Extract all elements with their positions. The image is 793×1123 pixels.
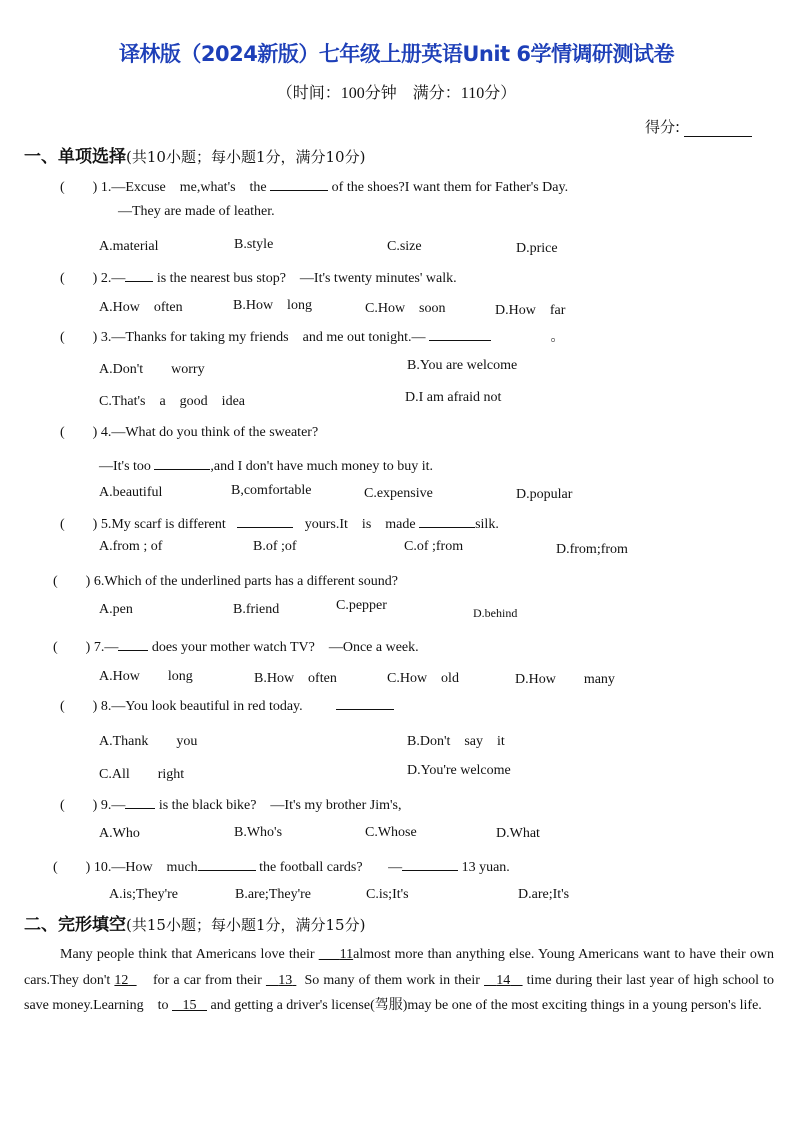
blank[interactable] <box>198 857 256 871</box>
option-3d[interactable]: D.I am afraid not <box>405 390 502 405</box>
score-field <box>645 116 752 137</box>
option-7d[interactable]: D.How many <box>515 672 615 687</box>
answer-paren-7[interactable]: ( ) <box>53 640 91 655</box>
score-blank[interactable] <box>684 121 752 137</box>
blank[interactable] <box>154 456 210 470</box>
cloze-passage: Many people think that Americans love their 11almost more than anything else. Young Americans want to have their own cars.They don't 12 for a car from their 13 So many of them work in their 14 time during their last year of high school to save money.Learning to 15 and getting a driver's license(驾服)may be one of the most exciting things in a young person's life. <box>24 947 775 1013</box>
option-6a[interactable]: A.pen <box>99 602 133 617</box>
question-10: ( ) 10.—How much the football cards? — 13 yuan. <box>53 856 510 876</box>
option-7a[interactable]: A.How long <box>99 669 193 684</box>
cloze-blank-12[interactable]: 12 <box>114 972 129 988</box>
answer-paren-4[interactable]: ( ) <box>60 425 98 440</box>
blank[interactable] <box>237 514 293 528</box>
blank[interactable] <box>336 696 394 710</box>
option-10b[interactable]: B.are;They're <box>235 887 311 902</box>
exam-subtitle: （时间：100分钟 满分：110分） <box>276 85 517 102</box>
option-10a[interactable]: A.is;They're <box>109 887 179 902</box>
option-10c[interactable]: C.is;It's <box>366 887 409 902</box>
blank[interactable] <box>429 327 491 341</box>
answer-paren-1[interactable]: ( ) <box>60 180 98 195</box>
option-4c[interactable]: C.expensive <box>364 486 433 501</box>
option-5d[interactable]: D.from;from <box>556 542 628 557</box>
option-2c[interactable]: C.How soon <box>365 301 446 316</box>
question-5: ( ) 5.My scarf is different yours.It is made silk. <box>60 513 499 533</box>
option-3a[interactable]: A.Don't worry <box>99 362 205 377</box>
cloze-blank-15[interactable]: 15 <box>182 998 197 1013</box>
cloze-blank-13[interactable]: 13 <box>278 972 293 988</box>
option-5b[interactable]: B.of ;of <box>253 539 297 554</box>
question-3: ( ) 3.—Thanks for taking my friends and me out tonight.— 。 <box>60 326 565 346</box>
question-8: ( ) 8.—You look beautiful in red today. <box>60 695 394 715</box>
option-9d[interactable]: D.What <box>496 826 540 841</box>
option-8c[interactable]: C.All right <box>99 767 185 782</box>
question-2: ( ) 2.— is the nearest bus stop? —It's twenty minutes' walk. <box>60 267 457 287</box>
option-1a[interactable]: A.material <box>99 239 159 254</box>
blank[interactable] <box>419 514 475 528</box>
option-4b[interactable]: B,comfortable <box>231 483 312 498</box>
option-4d[interactable]: D.popular <box>516 487 573 502</box>
blank[interactable] <box>125 795 155 809</box>
option-8b[interactable]: B.Don't say it <box>407 734 505 749</box>
answer-paren-8[interactable]: ( ) <box>60 699 98 714</box>
answer-paren-3[interactable]: ( ) <box>60 330 98 345</box>
question-6: ( ) 6.Which of the underlined parts has a different sound? <box>53 574 398 589</box>
answer-paren-6[interactable]: ( ) <box>53 574 91 589</box>
section1-note: (共10小题；每小题1分，满分10分) <box>126 148 366 166</box>
option-3c[interactable]: C.That's a good idea <box>99 394 245 409</box>
option-1d[interactable]: D.price <box>516 241 558 256</box>
option-3b[interactable]: B.You are welcome <box>407 358 518 373</box>
option-2a[interactable]: A.How often <box>99 300 183 315</box>
answer-paren-9[interactable]: ( ) <box>60 798 98 813</box>
section2-heading: 二、完形填空(共15小题；每小题1分，满分15分) <box>24 915 366 935</box>
option-6c[interactable]: C.pepper <box>336 598 387 613</box>
option-2d[interactable]: D.How far <box>495 303 566 318</box>
blank[interactable] <box>125 268 153 282</box>
question-7: ( ) 7.— does your mother watch TV? —Once a week. <box>53 636 419 656</box>
option-8a[interactable]: A.Thank you <box>99 734 198 749</box>
option-10d[interactable]: D.are;It's <box>518 887 570 902</box>
option-2b[interactable]: B.How long <box>233 298 312 313</box>
option-9b[interactable]: B.Who's <box>234 825 283 840</box>
option-9a[interactable]: A.Who <box>99 826 140 841</box>
reply-4: —It's too ,and I don't have much money to buy it. <box>99 456 433 475</box>
blank[interactable] <box>118 637 148 651</box>
question-4: ( ) 4.—What do you think of the sweater? <box>60 425 319 440</box>
option-5c[interactable]: C.of ;from <box>404 539 464 554</box>
option-6b[interactable]: B.friend <box>233 602 280 617</box>
section2-note: (共15小题；每小题1分，满分15分) <box>126 916 366 934</box>
page-title: 译林版（2024新版）七年级上册英语Unit 6学情调研测试卷 <box>118 42 675 66</box>
option-5a[interactable]: A.from ; of <box>99 539 163 554</box>
cloze-blank-11[interactable]: 11 <box>339 947 354 962</box>
blank[interactable] <box>402 857 458 871</box>
answer-paren-5[interactable]: ( ) <box>60 517 98 532</box>
option-7b[interactable]: B.How often <box>254 671 337 686</box>
option-8d[interactable]: D.You're welcome <box>407 763 511 778</box>
option-6d[interactable]: D.behind <box>473 606 518 620</box>
option-9c[interactable]: C.Whose <box>365 825 417 840</box>
answer-paren-2[interactable]: ( ) <box>60 271 98 286</box>
option-1b[interactable]: B.style <box>234 237 274 252</box>
option-7c[interactable]: C.How old <box>387 671 459 686</box>
question-9: ( ) 9.— is the black bike? —It's my brother Jim's, <box>60 794 401 814</box>
score-label: 得分: <box>645 118 681 136</box>
option-1c[interactable]: C.size <box>387 239 422 254</box>
answer-paren-10[interactable]: ( ) <box>53 860 91 875</box>
cloze-blank-14[interactable]: 14 <box>496 972 511 988</box>
option-4a[interactable]: A.beautiful <box>99 485 163 500</box>
question-1: ( ) 1.—Excuse me,what's the of the shoes?I want them for Father's Day. <box>60 176 568 196</box>
blank[interactable] <box>270 177 328 191</box>
section1-heading: 一、单项选择(共10小题；每小题1分，满分10分) <box>24 147 366 167</box>
reply-1: —They are made of leather. <box>118 204 275 219</box>
